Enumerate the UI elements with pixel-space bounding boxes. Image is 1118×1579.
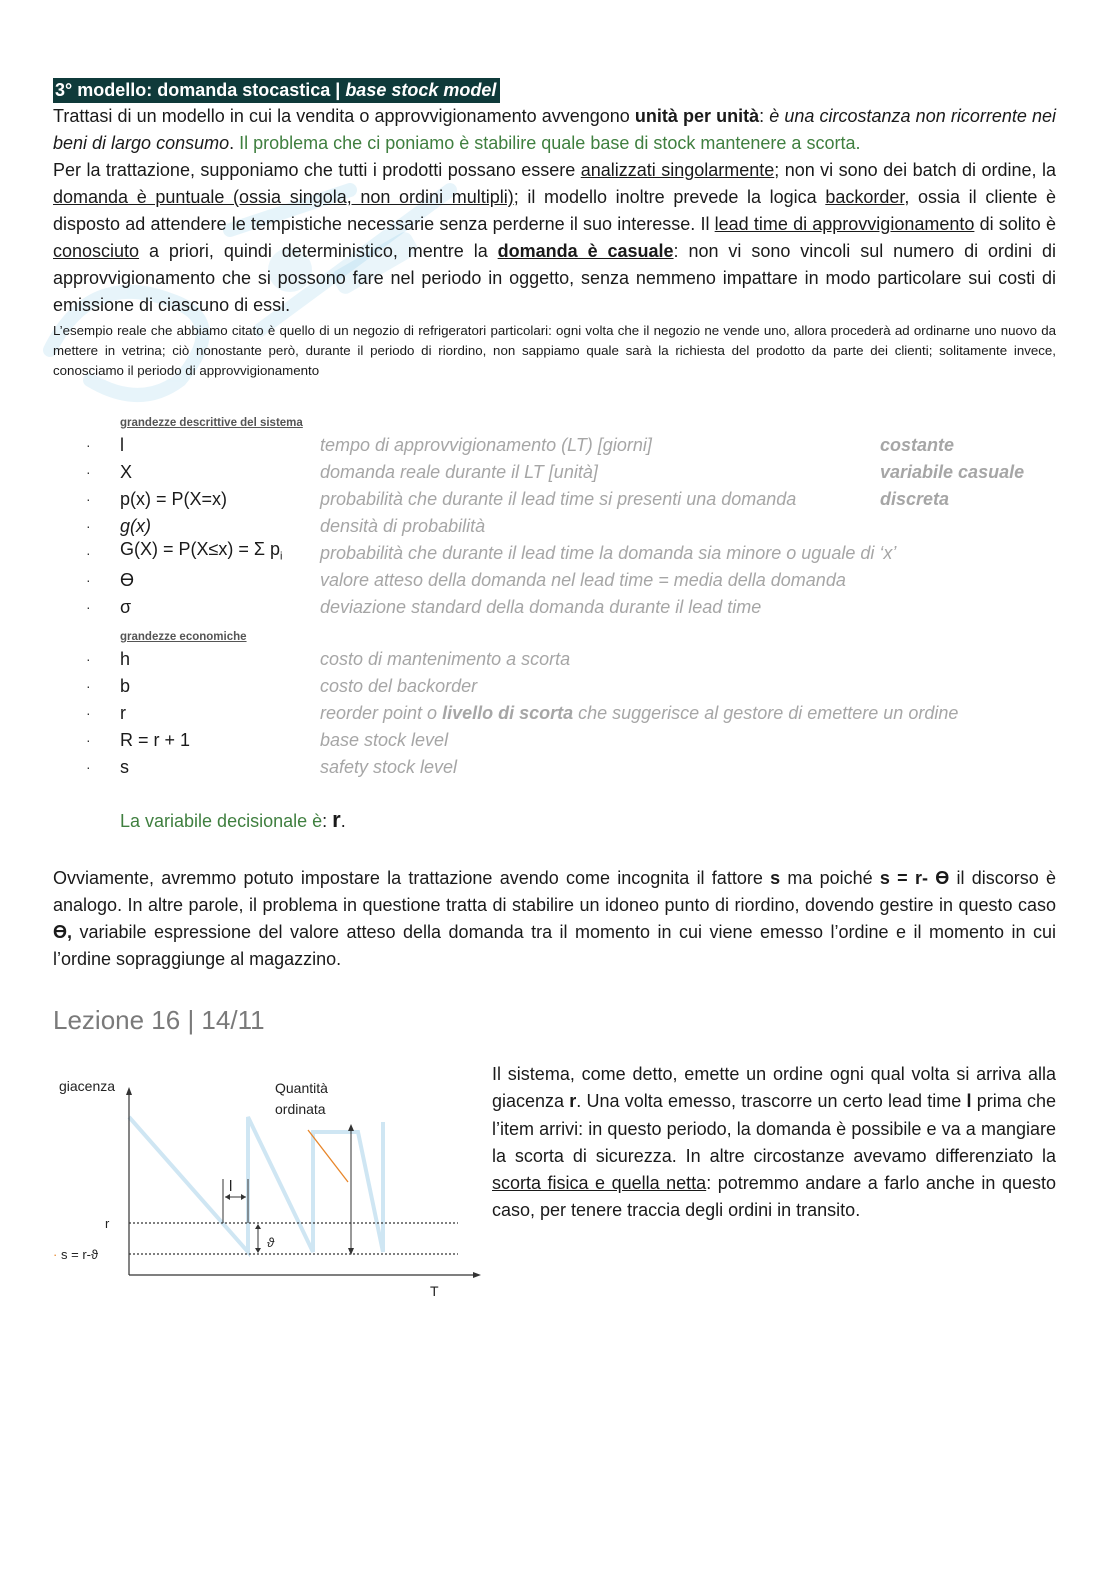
reorder-label: r: [105, 1216, 110, 1231]
variable-symbol: g(x): [120, 516, 151, 536]
variable-description: deviazione standard della domanda durante il lead time: [320, 597, 762, 617]
variable-symbol: s: [120, 757, 129, 777]
example-paragraph: L’esempio reale che abbiamo citato è quello di un negozio di refrigeratori particolari: ogni volta che il negozio ne vende uno, allora procederà ad ordinarne uno nuovo da mettere in vetrina; ciò nonostante però, durante il periodo di riordino, non sappiamo quale sarà la richiesta del prodotto da parte dei clienti; solitamente invece, conosciamo il periodo di approvvigionamento: [53, 323, 1056, 378]
quantity-label-1: Quantità: [275, 1080, 328, 1096]
bullet: ·: [86, 572, 91, 588]
bullet: ·: [86, 518, 91, 534]
theta-label: ϑ: [267, 1235, 275, 1250]
variable-row: [53, 700, 1056, 727]
variable-description: tempo di approvvigionamento (LT) [giorni]: [320, 435, 652, 455]
bullet: ·: [86, 759, 91, 775]
bullet: ·: [86, 651, 91, 667]
bullet: ·: [86, 678, 91, 694]
variable-symbol: G(X) = P(X≤x) = Σ $p_i$: [120, 539, 283, 563]
analysis-paragraph: Ovviamente, avremmo potuto impostare la trattazione avendo come incognita il fattore s ma poiché s = r- ϴ il discorso è analogo. In altre parole, il problema in questione tratta di stabilire un idoneo punto di riordino, dovendo gestire in questo caso ϴ, variabile espressione del valore atteso della domanda tra il momento in cui viene emesso l’ordine e il momento in cui l’ordine sopraggiunge al magazzino.: [53, 868, 1056, 969]
variable-symbol: ϴ: [120, 570, 135, 590]
variable-row: [53, 673, 1056, 700]
quantity-label-2: ordinata: [275, 1101, 326, 1117]
variable-row: [53, 594, 1056, 621]
variable-description: probabilità che durante il lead time si presenti una domanda: [320, 489, 797, 509]
variable-type: discreta: [880, 489, 950, 509]
lesson-title: Lezione 16 | 14/11: [53, 1005, 265, 1035]
variable-symbol: R = r + 1: [120, 730, 191, 750]
variable-row: [53, 432, 1056, 459]
intro-paragraph: Trattasi di un modello in cui la vendita o approvvigionamento avvengono unità per unità: è una circostanza non ricorrente nei beni di largo consumo. Il problema che ci poniamo è stabilire quale base di stock mantenere a scorta.: [53, 106, 1056, 153]
system-description-paragraph: Il sistema, come detto, emette un ordine ogni qual volta si arriva alla giacenza r. Una volta emesso, trascorre un certo lead time l prima che l’item arrivi: in questo periodo, la domanda è possibile e va a mangiare la scorta di sicurezza. In altre circostanze avevamo differenziato la scorta fisica e quella netta: potremmo andare a farlo anche in questo caso, per tenere traccia degli ordini in transito.: [492, 1064, 1056, 1221]
inventory-diagram: [53, 1067, 483, 1307]
variable-symbol: l: [120, 435, 124, 455]
y-axis-label: giacenza: [59, 1078, 116, 1094]
section-heading: [53, 78, 500, 103]
system-quantities-list: [53, 432, 1056, 621]
svg-text:·: ·: [53, 1247, 58, 1262]
intro-green-text: Il problema che ci poniamo è stabilire quale base di stock mantenere a scorta.: [239, 133, 861, 153]
variable-description: costo del backorder: [320, 676, 478, 696]
variable-symbol: r: [120, 703, 126, 723]
variable-type: costante: [880, 435, 955, 455]
variable-description: densità di probabilità: [320, 516, 486, 536]
variable-row: [53, 567, 1056, 594]
economic-quantities-list: [53, 646, 1056, 781]
variable-description: domanda reale durante il LT [unità]: [320, 462, 598, 482]
system-quantities-label: grandezze descrittive del sistema: [120, 417, 303, 429]
variable-symbol: p(x) = P(X=x): [120, 489, 228, 509]
variable-symbol: X: [120, 462, 133, 482]
variable-row: [53, 486, 1056, 513]
bullet: ·: [86, 732, 91, 748]
variable-row: [53, 646, 1056, 673]
variable-row: [53, 727, 1056, 754]
variable-description: costo di mantenimento a scorta: [320, 649, 571, 669]
economic-quantities-label: grandezze economiche: [120, 631, 247, 643]
variable-description: probabilità che durante il lead time la domanda sia minore o uguale di ‘x’: [320, 543, 897, 563]
bullet: ·: [86, 599, 91, 615]
bullet: ·: [86, 705, 91, 721]
time-axis-label: T: [430, 1283, 439, 1299]
heading-prefix: 3° modello: domanda stocastica |: [55, 80, 346, 100]
variable-description: base stock level: [320, 730, 449, 750]
variable-symbol: σ: [120, 597, 132, 617]
lead-time-label: l: [229, 1178, 233, 1195]
assumptions-paragraph: Per la trattazione, supponiamo che tutti i prodotti possano essere analizzati singolarmente; non vi sono dei batch di ordine, la domanda è puntuale (ossia singola, non ordini multipli); il modello inoltre prevede la logica backorder, ossia il cliente è disposto ad attendere le tempistiche necessarie senza perderne il suo interesse. Il lead time di approvvigionamento di solito è conosciuto a priori, quindi deterministico, mentre la domanda è casuale: non vi sono vincoli sul numero di ordini di approvvigionamento che si possono fare nel periodo in oggetto, senza nemmeno impattare in modo particolare sui costi di emissione di ciascuno di essi.: [53, 160, 1057, 315]
variable-row: [53, 540, 1056, 567]
variable-symbol: h: [120, 649, 131, 669]
bullet: ·: [86, 437, 91, 453]
variable-description: valore atteso della domanda nel lead time = media della domanda: [320, 570, 846, 590]
variable-symbol: b: [120, 676, 131, 696]
bullet: ·: [86, 464, 91, 480]
variable-type: variabile casuale: [880, 462, 1025, 482]
sawtooth-line: [129, 1117, 383, 1252]
variable-description: reorder point o livello di scorta che suggerisce al gestore di emettere un ordine: [320, 703, 959, 723]
heading-italic: base stock model: [345, 80, 497, 100]
variable-row: [53, 459, 1056, 486]
bullet: ·: [86, 491, 91, 507]
variable-description: safety stock level: [320, 757, 458, 777]
decision-variable-line: La variabile decisionale è: r.: [120, 807, 346, 832]
bullet: ·: [86, 545, 91, 561]
safety-stock-label: s = r-ϑ: [61, 1247, 99, 1262]
variable-row: [53, 754, 1056, 781]
